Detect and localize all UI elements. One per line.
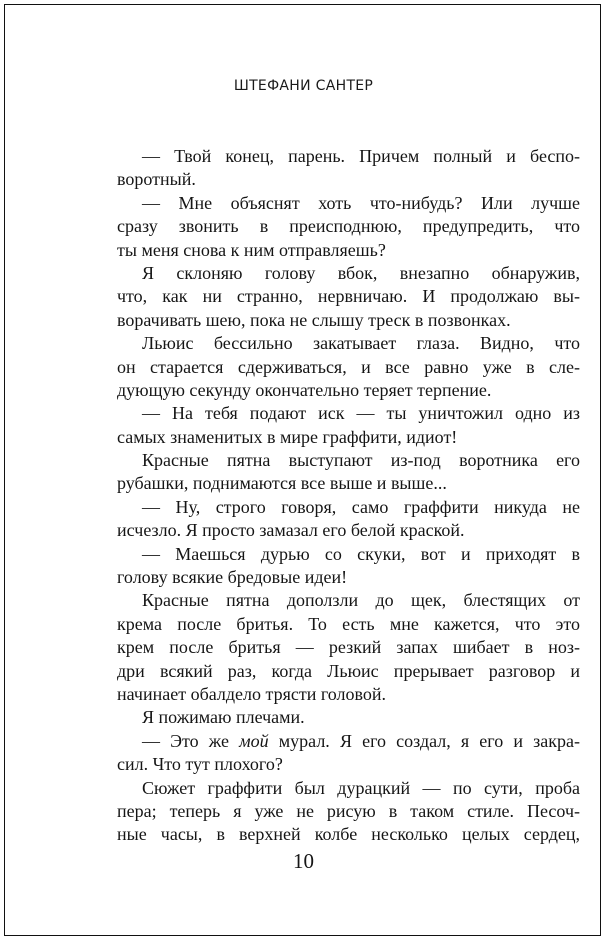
text-line: — Твой конец, парень. Причем полный и беспо- <box>142 146 580 166</box>
text-line: он старается сдерживаться, и все равно уже в сле- <box>117 356 580 377</box>
text-line: Я пожимаю плечами. <box>142 707 305 728</box>
text-line: Льюис бессильно закатывает глаза. Видно, что <box>142 333 580 354</box>
text-line-mural <box>117 730 580 753</box>
text-line: воротный. <box>117 169 196 190</box>
text-line: сразу звонить в преисподнюю, предупредить, что <box>117 216 580 237</box>
text-line: Красные пятна выступают из-под воротника его <box>142 450 580 471</box>
text-line: самых знаменитых в мире граффити, идиот! <box>117 426 458 447</box>
text-line: дующую секунду окончательно теряет терпение. <box>117 379 492 400</box>
text-line: — Маешься дурью со скуки, вот и приходят в <box>142 543 580 564</box>
text-segment: — Это же <box>142 730 240 751</box>
text-line: пера; теперь я уже не рисую в таком стиле. Песоч- <box>117 800 580 821</box>
text-line: ты меня снова к ним отправляешь? <box>117 239 386 260</box>
page-body <box>117 145 580 847</box>
text-line: — Ну, строго говоря, само граффити никуда не <box>142 496 580 517</box>
italic-emphasis: мой <box>239 730 269 751</box>
text-line: начинает обалдело трясти головой. <box>117 683 387 704</box>
text-line: Я склоняю голову вбок, внезапно обнаружив, <box>142 262 580 283</box>
text-line: Сюжет граффити был дурацкий — по сути, проба <box>142 777 580 798</box>
text-line: Красные пятна доползли до щек, блестящих от <box>142 590 580 611</box>
text-line: дри всякий раз, когда Льюис прерывает разговор и <box>117 660 580 681</box>
text-line: рубашки, поднимаются все выше и выше... <box>117 473 447 494</box>
running-header: ШТЕФАНИ САНТЕР <box>233 78 374 94</box>
text-line: крем после бритья — резкий запах шибает в ноз- <box>117 637 580 658</box>
text-line: — Мне объяснят хоть что-нибудь? Или лучше <box>142 192 580 213</box>
text-line: ворачивать шею, пока не слышу треск в позвонках. <box>117 309 511 330</box>
text-segment: мурал. Я его создал, я его и закра- <box>268 730 580 751</box>
text-line: что, как ни странно, нервничаю. И продолжаю вы- <box>117 286 580 307</box>
text-line: ные часы, в верхней колбе несколько целых сердец, <box>117 824 580 845</box>
text-line: исчезло. Я просто замазал его белой краской. <box>117 520 465 541</box>
text-line: сил. Что тут плохого? <box>117 754 283 775</box>
text-line: крема после бритья. То есть мне кажется, что это <box>117 613 580 634</box>
text-line: голову всякие бредовые идеи! <box>117 567 348 588</box>
page-number: 10 <box>293 849 314 873</box>
text-line: — На тебя подают иск — ты уничтожил одно из <box>142 403 580 424</box>
